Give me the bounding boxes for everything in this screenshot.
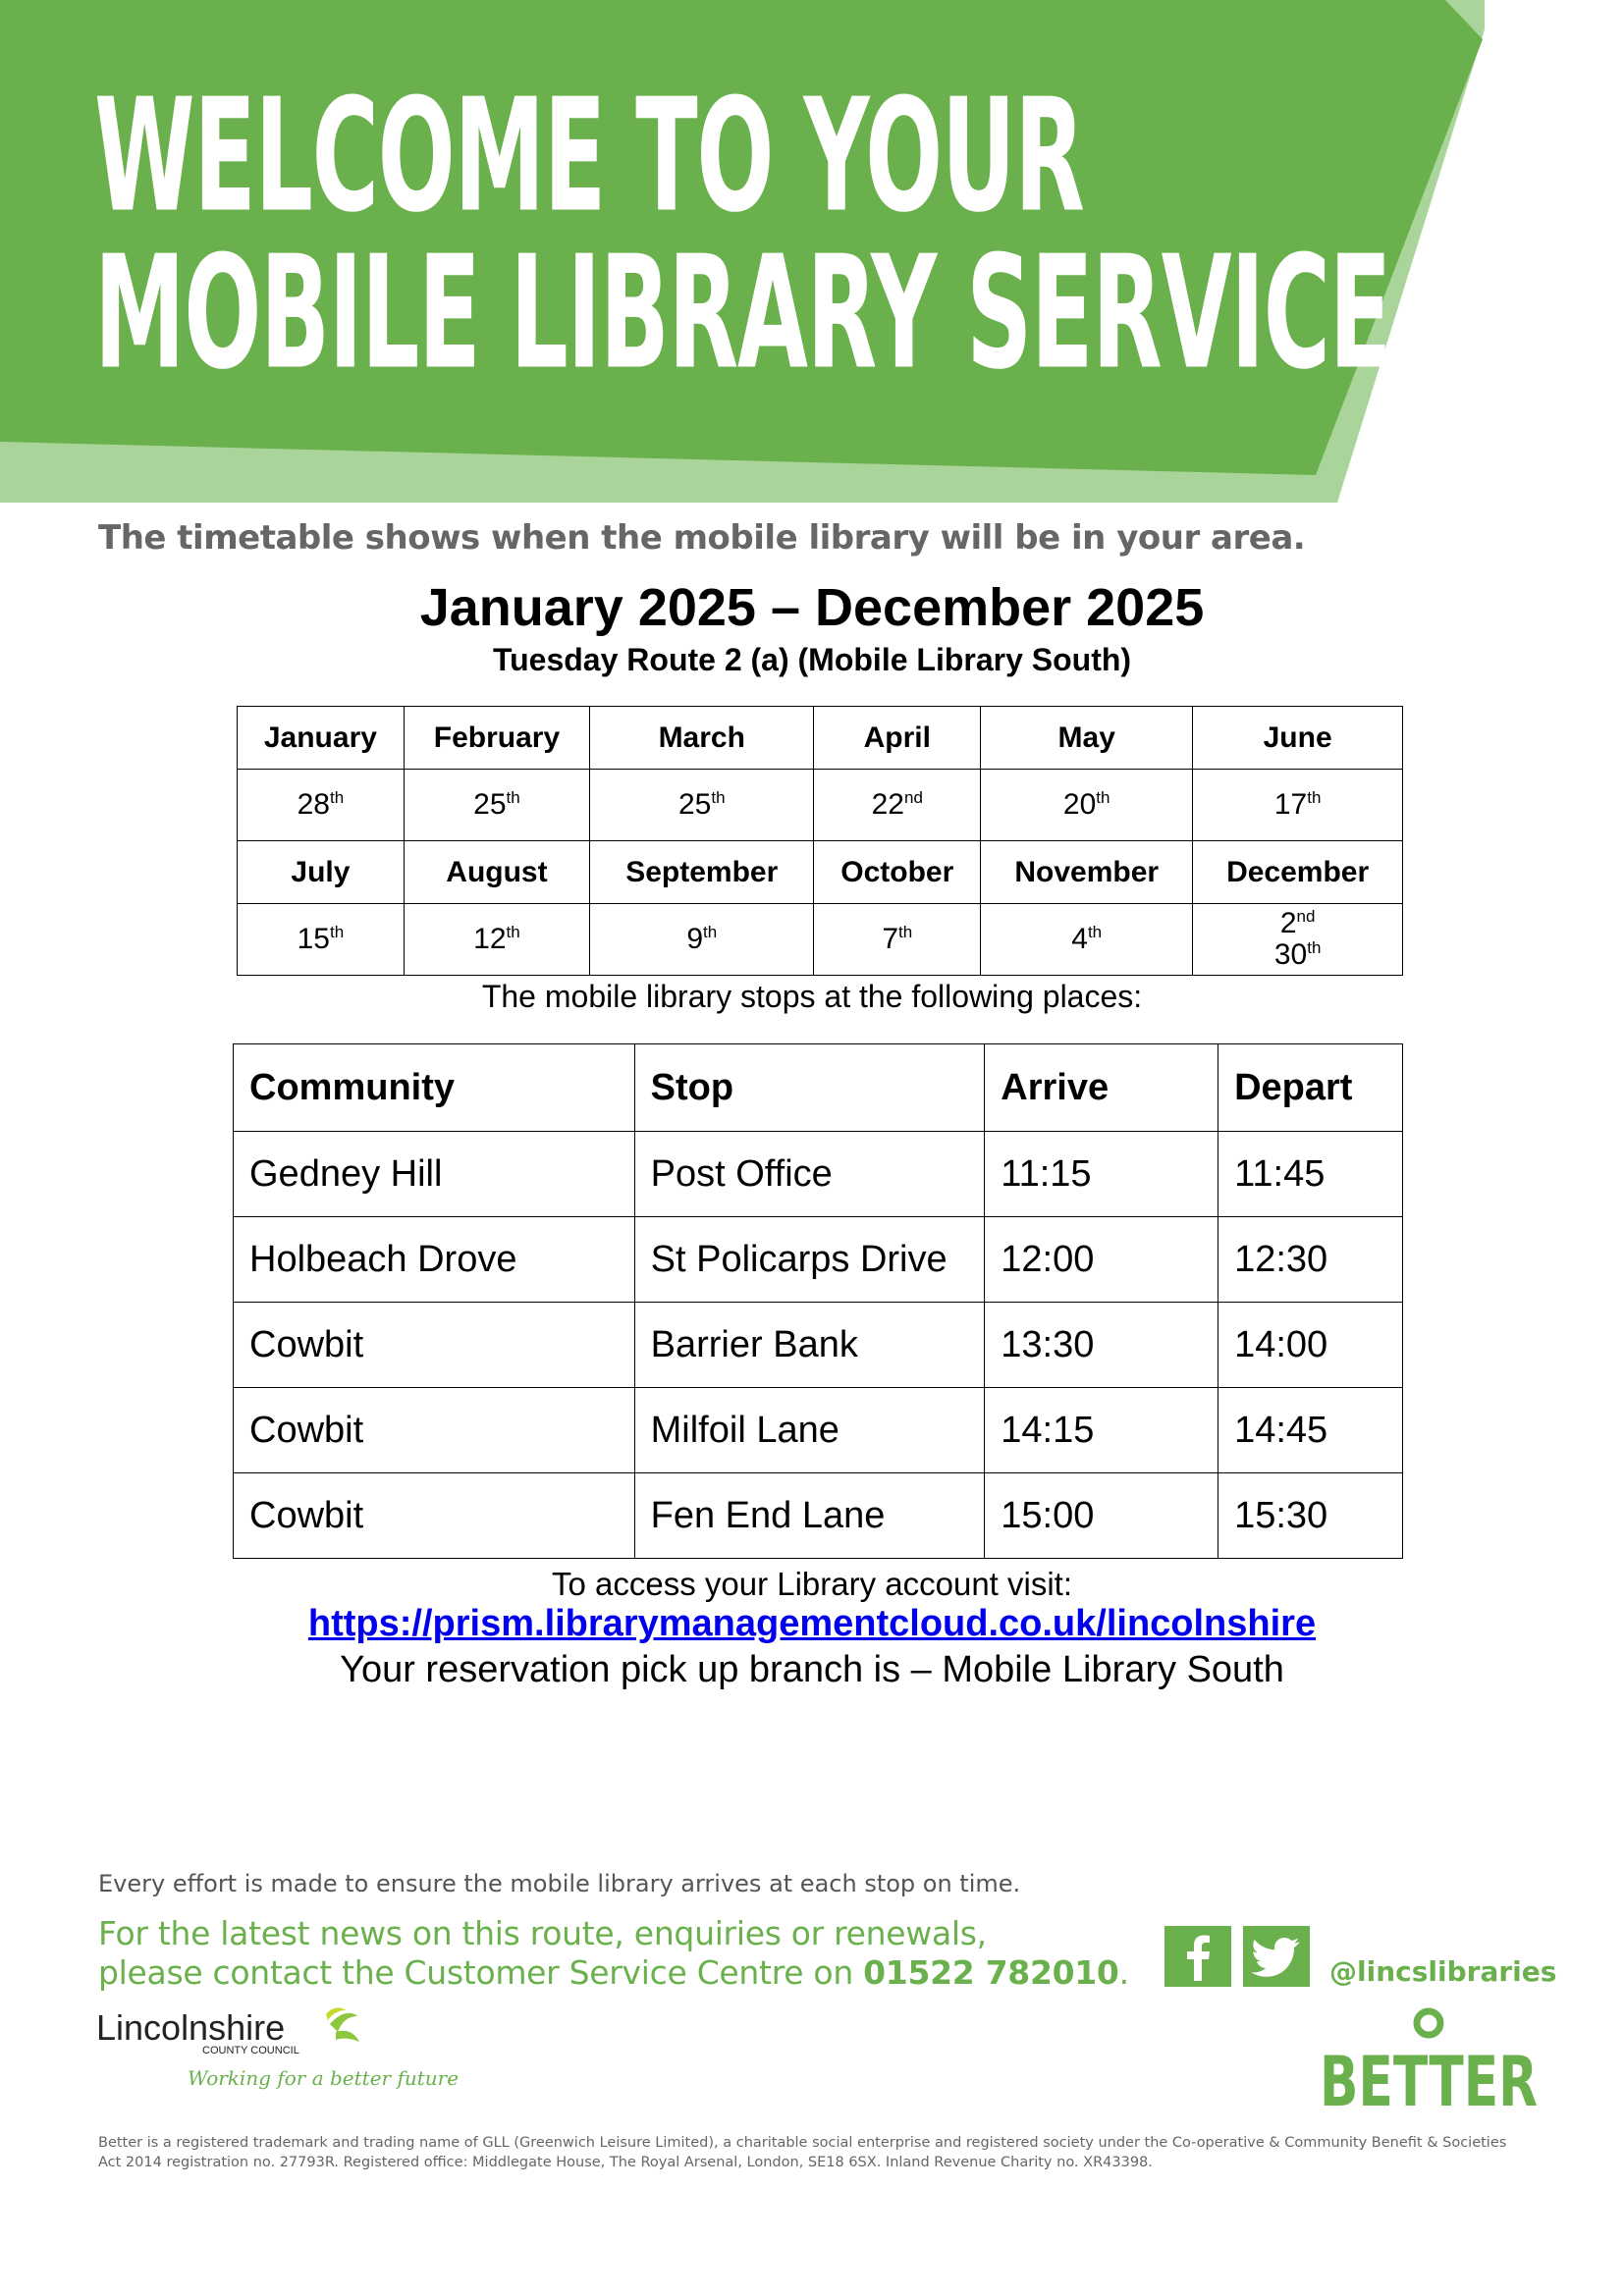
community-cell: Cowbit <box>234 1388 635 1473</box>
visit-dates-table <box>237 706 1403 976</box>
date-cell: 25th <box>590 770 814 841</box>
route-title: Tuesday Route 2 (a) (Mobile Library South) <box>492 642 1132 677</box>
month-cell: March <box>590 707 814 770</box>
arrive-cell: 11:15 <box>985 1132 1218 1217</box>
date-cell: 17th <box>1193 770 1403 841</box>
date-range-title: January 2025 – December 2025 <box>419 578 1205 637</box>
month-cell: August <box>404 841 589 904</box>
column-header-arrive: Arrive <box>985 1044 1218 1132</box>
depart-cell: 15:30 <box>1218 1473 1403 1559</box>
community-cell: Cowbit <box>234 1303 635 1388</box>
column-header-community: Community <box>234 1044 635 1132</box>
date-row <box>238 904 1403 976</box>
month-header-row <box>238 707 1403 770</box>
month-cell: December <box>1193 841 1403 904</box>
library-account-link[interactable]: https://prism.librarymanagementcloud.co.uk/lincolnshire <box>307 1603 1317 1644</box>
header-banner <box>0 0 1624 510</box>
effort-note: Every effort is made to ensure the mobile library arrives at each stop on time. <box>98 1870 1021 1897</box>
month-cell: July <box>238 841 405 904</box>
date-cell: 9th <box>590 904 814 976</box>
arrive-cell: 13:30 <box>985 1303 1218 1388</box>
better-logo <box>1316 2007 1542 2122</box>
stops-intro-text: The mobile library stops at the following places: <box>481 979 1143 1014</box>
month-cell: May <box>981 707 1193 770</box>
lincs-logo-tagline: Working for a better future <box>188 2066 460 2090</box>
month-cell: April <box>814 707 981 770</box>
stop-cell: Milfoil Lane <box>634 1388 985 1473</box>
date-cell: 28th <box>238 770 405 841</box>
date-cell: 2nd 30th <box>1193 904 1403 976</box>
hero-title-line-1: WELCOME TO YOUR <box>94 66 1084 247</box>
lincs-logo-sub: COUNTY COUNCIL <box>202 2045 299 2056</box>
arrive-cell: 15:00 <box>985 1473 1218 1559</box>
month-cell: November <box>981 841 1193 904</box>
stop-cell: Barrier Bank <box>634 1303 985 1388</box>
legal-notice: Better is a registered trademark and trading name of GLL (Greenwich Leisure Limited), a charitable social enterprise and registered society under the Co-operative & Community Benefit & Societies Act 2014 registration no. 27793R. Registered office: Middlegate House, The Royal Arsenal, London, SE18 6SX. Inland Revenue Charity no. XR43398. <box>98 2135 1507 2170</box>
contact-line-1: For the latest news on this route, enquiries or renewals, <box>98 1914 987 1952</box>
stop-cell: St Policarps Drive <box>634 1217 985 1303</box>
month-cell: January <box>238 707 405 770</box>
month-header-row <box>238 841 1403 904</box>
depart-cell: 14:00 <box>1218 1303 1403 1388</box>
date-cell: 15th <box>238 904 405 976</box>
month-cell: October <box>814 841 981 904</box>
depart-cell: 14:45 <box>1218 1388 1403 1473</box>
contact-line-2: please contact the Customer Service Centre on 01522 782010. <box>98 1953 1129 1992</box>
date-cell: 7th <box>814 904 981 976</box>
stop-cell: Fen End Lane <box>634 1473 985 1559</box>
date-cell: 25th <box>404 770 589 841</box>
table-row <box>234 1132 1403 1217</box>
twitter-icon[interactable] <box>1243 1926 1310 1987</box>
community-cell: Holbeach Drove <box>234 1217 635 1303</box>
column-header-depart: Depart <box>1218 1044 1403 1132</box>
social-handle[interactable]: @lincslibraries <box>1329 1955 1557 1988</box>
month-cell: June <box>1193 707 1403 770</box>
table-row <box>234 1217 1403 1303</box>
stop-cell: Post Office <box>634 1132 985 1217</box>
lincolnshire-county-council-logo <box>94 2002 460 2110</box>
table-row <box>234 1473 1403 1559</box>
table-row <box>234 1303 1403 1388</box>
pickup-branch-text: Your reservation pick up branch is – Mobile Library South <box>340 1649 1284 1690</box>
lincs-logo-name: Lincolnshire <box>96 2007 286 2048</box>
account-access-text: To access your Library account visit: <box>551 1566 1073 1602</box>
date-row <box>238 770 1403 841</box>
arrive-cell: 12:00 <box>985 1217 1218 1303</box>
svg-text:BETTER: BETTER <box>1320 2042 1538 2122</box>
community-cell: Cowbit <box>234 1473 635 1559</box>
date-cell: 22nd <box>814 770 981 841</box>
table-row <box>234 1388 1403 1473</box>
column-header-stop: Stop <box>634 1044 985 1132</box>
month-cell: February <box>404 707 589 770</box>
date-cell: 4th <box>981 904 1193 976</box>
date-cell: 12th <box>404 904 589 976</box>
table-header-row <box>234 1044 1403 1132</box>
depart-cell: 12:30 <box>1218 1217 1403 1303</box>
phone-number[interactable]: 01522 782010 <box>863 1953 1119 1992</box>
month-cell: September <box>590 841 814 904</box>
hero-title-line-2: MOBILE LIBRARY SERVICE <box>94 223 1391 404</box>
community-cell: Gedney Hill <box>234 1132 635 1217</box>
facebook-icon[interactable] <box>1164 1926 1231 1987</box>
date-cell: 20th <box>981 770 1193 841</box>
arrive-cell: 14:15 <box>985 1388 1218 1473</box>
stops-table <box>233 1043 1403 1559</box>
intro-text: The timetable shows when the mobile library will be in your area. <box>98 518 1306 558</box>
depart-cell: 11:45 <box>1218 1132 1403 1217</box>
